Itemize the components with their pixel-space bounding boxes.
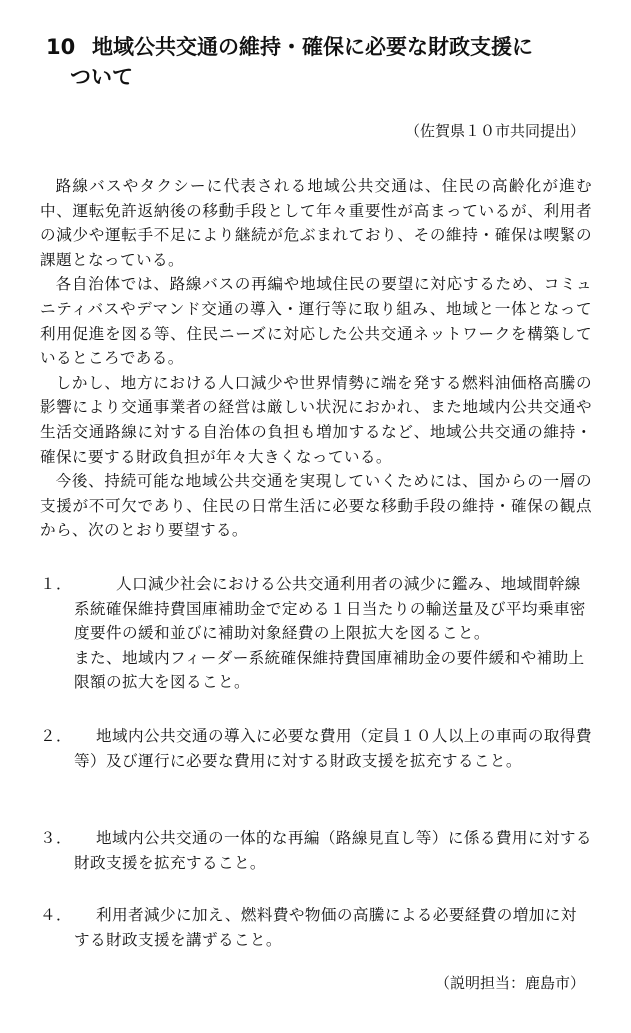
paragraph: 今後、持続可能な地域公共交通を実現していくためには、国からの一層の支援が不可欠であり、住民の日常生活に必要な移動手段の維持・確保の観点から、次のとおり要望する。 (40, 472, 592, 540)
item-text: 人口減少社会における公共交通利用者の減少に鑑み、地域間幹線系統確保維持費国庫補助金で定める１日当たりの輸送量及び平均乗車密度要件の緩和並びに補助対象経費の上限拡大を図ること。 (74, 575, 586, 643)
item-marker: １． (40, 575, 72, 593)
item-text-continued: また、地域内フィーダー系統確保維持費国庫補助金の要件緩和や補助上限額の拡大を図ること。 (74, 648, 585, 692)
paragraph: 路線バスやタクシーに代表される地域公共交通は、住民の高齢化が進む中、運転免許返納後の移動手段として年々重要性が高まっているが、利用者の減少や運転手不足により継続が危ぶまれており、その維持・確保は喫緊の課題となっている。 (40, 177, 592, 269)
body-paragraphs (40, 174, 592, 543)
item-marker: ４． (40, 906, 72, 924)
title-line-2: ついて (70, 65, 133, 89)
item-text: 地域内公共交通の導入に必要な費用（定員１０人以上の車両の取得費等）及び運行に必要な費用に対する財政支援を拡充すること。 (74, 727, 592, 770)
item-marker: ３． (40, 829, 72, 847)
document-title (46, 32, 606, 92)
explainer-note: （説明担当：鹿島市） (434, 974, 585, 992)
item-text: 地域内公共交通の一体的な再編（路線見直し等）に係る費用に対する財政支援を拡充すること。 (74, 829, 592, 872)
item-marker: ２． (40, 727, 72, 745)
title-number: 10 (46, 35, 76, 59)
request-item-4 (40, 903, 592, 952)
request-item-1 (40, 572, 592, 695)
paragraph: 各自治体では、路線バスの再編や地域住民の要望に対応するため、コミュニティバスやデマンド交通の導入・運行等に取り組み、地域と一体となって利用促進を図る等、住民ニーズに対応した公共交通ネットワークを構築しているところである。 (40, 275, 592, 368)
title-line-1: 地域公共交通の維持・確保に必要な財政支援に (92, 35, 533, 59)
paragraph: しかし、地方における人口減少や世界情勢に端を発する燃料油価格高騰の影響により交通事業者の経営は厳しい状況におかれ、また地域内公共交通や生活交通路線に対する自治体の負担も増加するなど、地域公共交通の維持・確保に要する財政負担が年々大きくなっている。 (40, 373, 592, 466)
request-item-3 (40, 826, 592, 875)
item-text: 利用者減少に加え、燃料費や物価の高騰による必要経費の増加に対する財政支援を講ずること。 (74, 906, 577, 949)
request-item-2 (40, 724, 592, 773)
proposer-note: （佐賀県１０市共同提出） (404, 122, 585, 140)
